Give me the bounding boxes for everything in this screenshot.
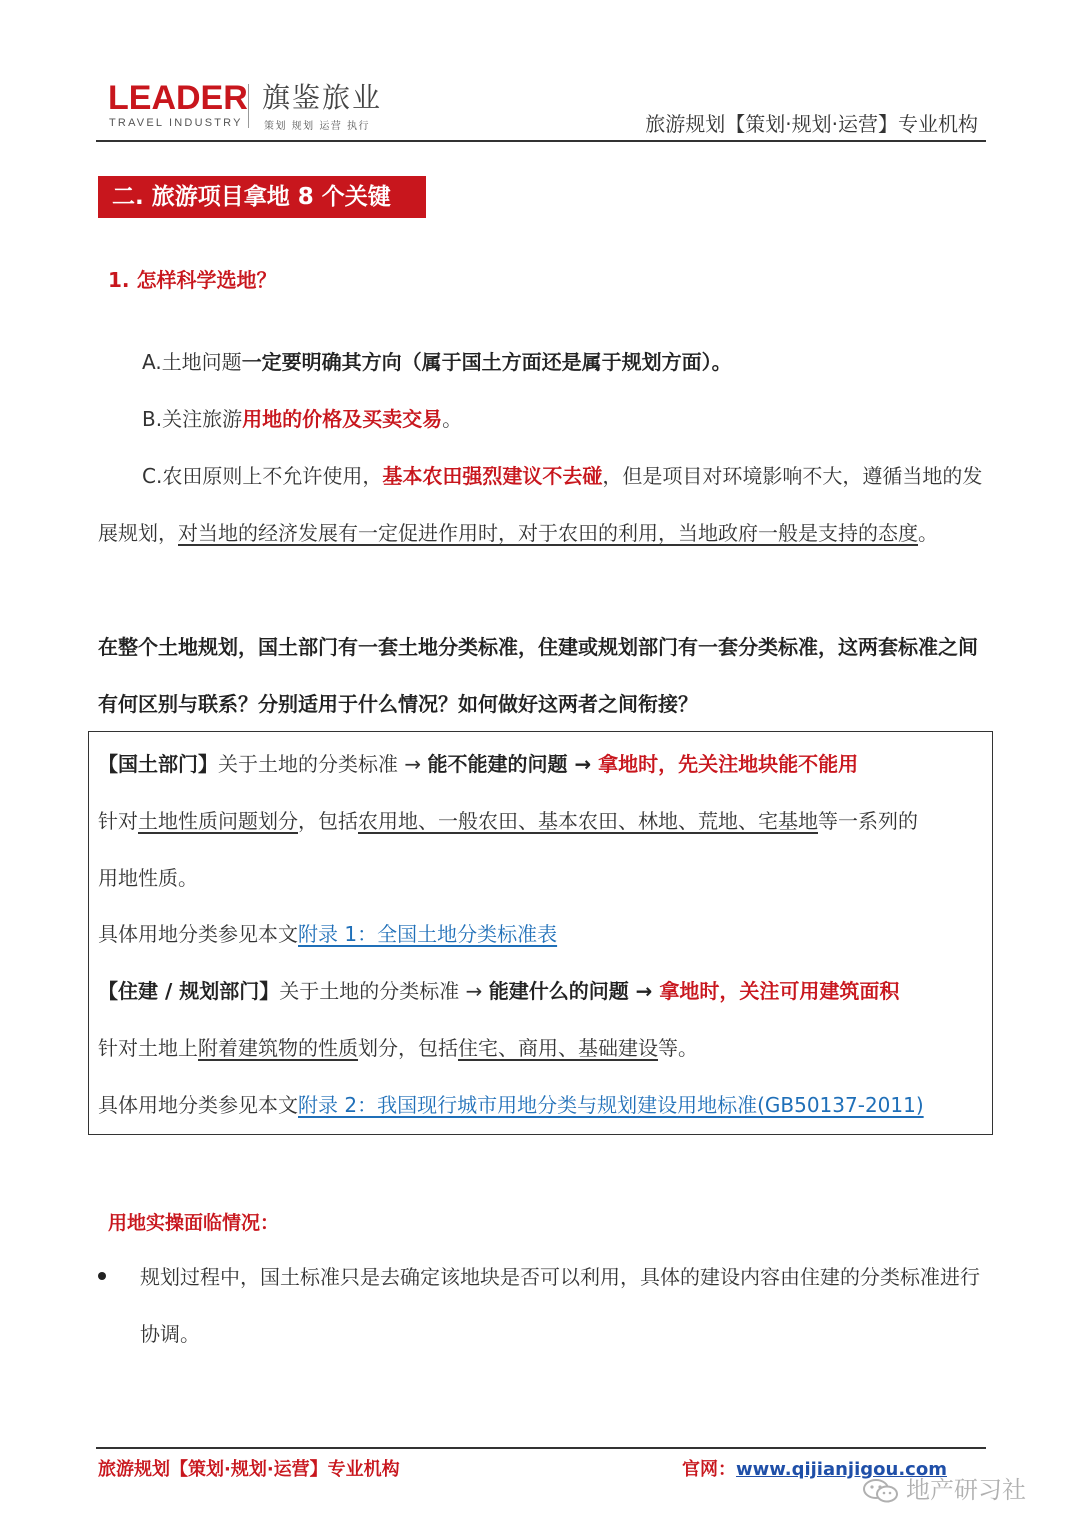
- plan-desc-underlined: 附着建筑物的性质: [198, 1036, 358, 1060]
- paragraph-a-prefix: A.土地问题: [142, 350, 242, 374]
- paragraph-b-prefix: B.关注旅游: [142, 407, 243, 431]
- operations-bullet: 规划过程中，国土标准只是去确定该地块是否可以利用，具体的建设内容由住建的分类标准进行协调。: [140, 1265, 980, 1346]
- plan-dept-highlight: 拿地时，关注可用建筑面积: [659, 979, 900, 1003]
- paragraph-b-highlight: 用地的价格及买卖交易: [242, 407, 443, 431]
- watermark: [862, 1470, 1026, 1505]
- plan-desc-prefix: 针对土地上: [98, 1036, 198, 1060]
- land-dept-about: 关于土地的分类标准 →: [218, 752, 428, 776]
- land-reference-line: [98, 918, 557, 950]
- land-dept-issue: 能不能建的问题 →: [427, 752, 599, 776]
- plan-desc-underlined-list: 住宅、商用、基础建设: [458, 1036, 658, 1060]
- paragraph-c-prefix: C.农田原则上不允许使用，: [142, 464, 383, 488]
- paragraph-c-highlight: 基本农田强烈建议不去碰: [382, 464, 603, 488]
- page-header: [96, 78, 986, 142]
- watermark-text: 地产研习社: [906, 1476, 1026, 1504]
- wechat-icon: [862, 1478, 900, 1504]
- header-slogan: 旅游规划【策划·规划·运营】专业机构: [645, 112, 978, 136]
- logo-chinese: 旗鉴旅业: [262, 81, 383, 114]
- plan-reference-line: [98, 1089, 924, 1121]
- paragraph-a: [98, 334, 984, 391]
- plan-ref-prefix: 具体用地分类参见本文: [98, 1093, 298, 1117]
- footer-site-label: 官网：: [682, 1459, 736, 1480]
- logo-chinese-subtitle: 策划 规划 运营 执行: [264, 121, 371, 132]
- logo-english-subtitle: TRAVEL INDUSTRY: [109, 117, 243, 129]
- land-desc-middle: ，包括: [298, 809, 358, 833]
- paragraph-c: [98, 448, 984, 562]
- paragraph-c-underlined: 对当地的经济发展有一定促进作用时，对于农田的利用，当地政府一般是支持的态度: [178, 521, 918, 545]
- bullet-icon: [98, 1272, 106, 1280]
- footer-site-link[interactable]: www.qijianjigou.com: [736, 1459, 947, 1480]
- footer-divider: [96, 1447, 986, 1449]
- plan-dept-about: 关于土地的分类标准 →: [279, 979, 489, 1003]
- plan-desc-end: 等。: [658, 1036, 698, 1060]
- land-desc-prefix: 针对: [98, 809, 138, 833]
- land-dept-highlight: 拿地时，先关注地块能不能用: [598, 752, 859, 776]
- land-desc-underlined: 土地性质问题划分: [138, 809, 298, 833]
- logo-divider: [248, 84, 249, 128]
- paragraph-c-middle: ，但是项目对环境影响不大，遵循当地的发展规划，: [98, 464, 983, 545]
- plan-desc-middle: 划分，包括: [358, 1036, 458, 1060]
- paragraph-b: [98, 391, 984, 448]
- section-title: 二. 旅游项目拿地 8 个关键: [98, 176, 426, 218]
- plan-dept-issue: 能建什么的问题 →: [488, 979, 660, 1003]
- land-desc-underlined-list: 农用地、一般农田、基本农田、林地、荒地、宅基地: [358, 809, 818, 833]
- plan-dept-line: [98, 975, 899, 1007]
- logo-english: LEADER: [108, 79, 248, 117]
- company-logo: [108, 80, 398, 136]
- land-dept-line: [98, 748, 858, 780]
- paragraph-b-suffix: 。: [442, 407, 463, 431]
- sub-heading: 1. 怎样科学选地？: [108, 268, 277, 292]
- plan-dept-description: [98, 1032, 698, 1064]
- land-ref-prefix: 具体用地分类参见本文: [98, 922, 298, 946]
- operations-heading: 用地实操面临情况：: [108, 1212, 280, 1234]
- header-divider: [96, 140, 986, 142]
- land-desc-end: 等一系列的: [818, 809, 918, 833]
- classification-box: [88, 731, 993, 1135]
- appendix-1-link[interactable]: 附录 1：全国土地分类标准表: [298, 922, 558, 946]
- footer-slogan: 旅游规划【策划·规划·运营】专业机构: [98, 1459, 400, 1480]
- plan-dept-label: 【住建 / 规划部门】: [98, 979, 280, 1003]
- land-dept-label: 【国土部门】: [98, 752, 218, 776]
- land-dept-description-2: 用地性质。: [98, 866, 198, 890]
- question-paragraph: 在整个土地规划，国土部门有一套土地分类标准，住建或规划部门有一套分类标准，这两套标准之间有何区别与联系？分别适用于什么情况？如何做好这两者之间衔接？: [98, 635, 978, 716]
- land-dept-description: [98, 805, 918, 837]
- paragraph-c-end: 。: [918, 521, 938, 545]
- appendix-2-link[interactable]: 附录 2：我国现行城市用地分类与规划建设用地标准(GB50137-2011): [298, 1093, 924, 1117]
- paragraph-a-emphasis: 一定要明确其方向（属于国土方面还是属于规划方面）。: [241, 350, 732, 374]
